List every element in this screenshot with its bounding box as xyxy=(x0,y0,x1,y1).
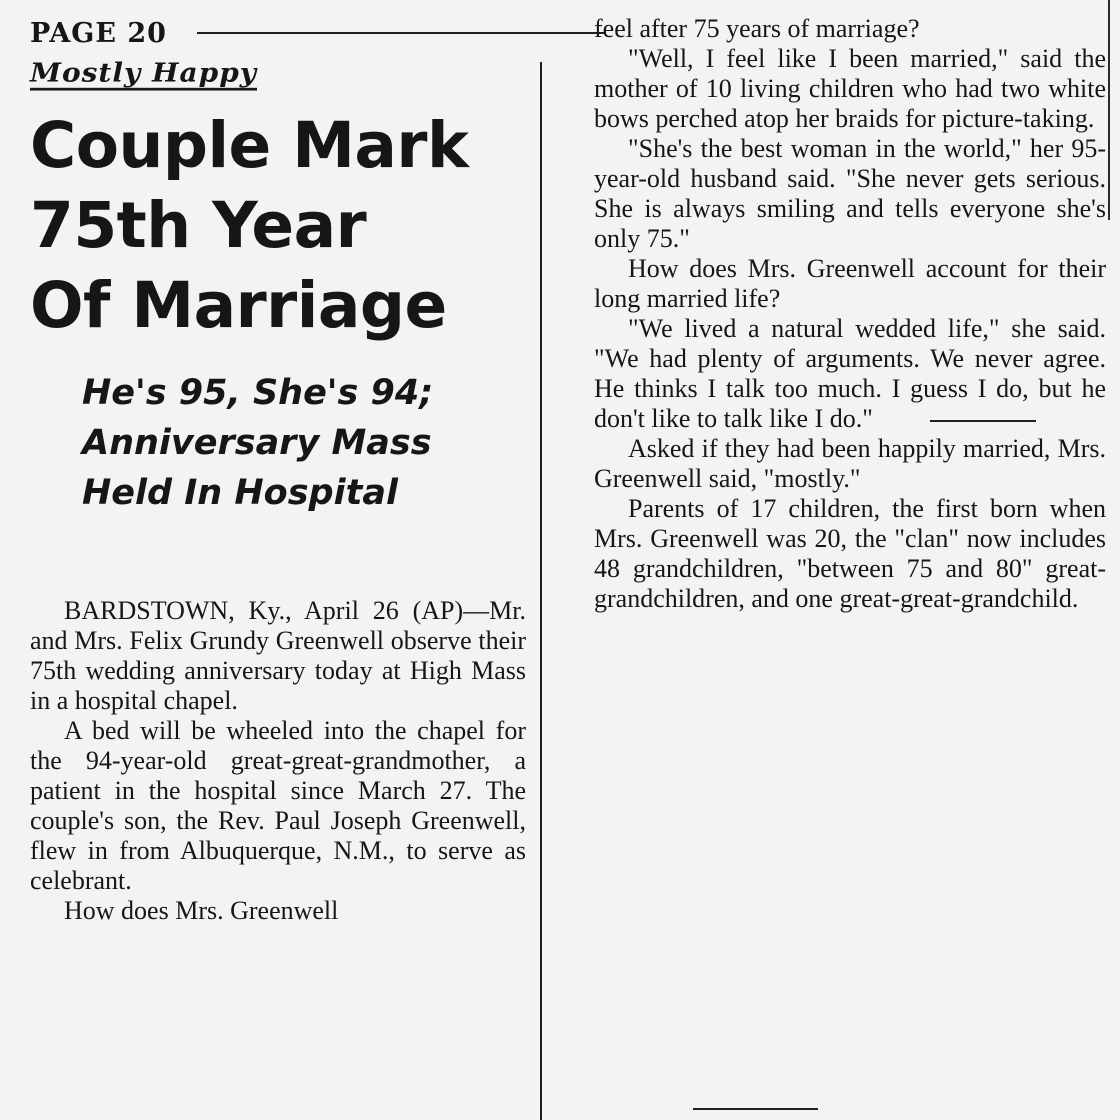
subheadline xyxy=(82,368,545,518)
headline-line: 75th Year xyxy=(30,189,367,262)
right-column xyxy=(594,14,1106,614)
paragraph: Parents of 17 children, the first born when Mrs. Greenwell was 20, the "clan" now includes 48 grandchildren, "between 75 and 80" great-grandchildren, and one great-great-grandchild. xyxy=(594,494,1106,613)
header-rule xyxy=(197,32,605,34)
page-edge-rule xyxy=(1108,0,1110,220)
paragraph: "We lived a natural wedded life," she said. "We had plenty of arguments. We never agree. He thinks I talk too much. I guess I do, but he don't like to talk like I do." xyxy=(594,314,1106,433)
left-body-text xyxy=(30,596,526,926)
paragraph: A bed will be wheeled into the chapel for the 94-year-old great-great-grandmother, a patient in the hospital since March 27. The couple's son, the Rev. Paul Joseph Greenwell, flew in from Albuquerque, N.M., to serve as celebrant. xyxy=(30,716,526,895)
subhead-line: He's 95, She's 94; xyxy=(82,373,434,413)
kicker: Mostly Happy xyxy=(30,57,257,90)
subhead-line: Anniversary Mass xyxy=(82,423,432,463)
end-rule xyxy=(693,1108,818,1110)
headline-line: Couple Mark xyxy=(30,109,469,182)
paragraph: How does Mrs. Greenwell xyxy=(64,896,339,925)
text-underline-rule xyxy=(930,420,1036,422)
page-number: PAGE 20 xyxy=(30,17,167,49)
paragraph: How does Mrs. Greenwell account for their long married life? xyxy=(594,254,1106,313)
paragraph: "She's the best woman in the world," her 95-year-old husband said. "She never gets serious. She is always smiling and tells everyone she's only 75." xyxy=(594,134,1106,253)
paragraph-continued: feel after 75 years of marriage? xyxy=(594,14,920,43)
left-column xyxy=(30,14,545,518)
paragraph: Asked if they had been happily married, Mrs. Greenwell said, "mostly." xyxy=(594,434,1106,493)
paragraph-dateline: BARDSTOWN, Ky., April 26 (AP)—Mr. and Mrs. Felix Grundy Greenwell observe their 75th wedding anniversary today at High Mass in a hospital chapel. xyxy=(30,596,526,715)
paragraph: "Well, I feel like I been married," said the mother of 10 living children who had two white bows perched atop her braids for picture-taking. xyxy=(594,44,1106,133)
subhead-line: Held In Hospital xyxy=(82,473,398,513)
page-header xyxy=(30,14,545,52)
headline xyxy=(30,106,545,346)
headline-line: Of Marriage xyxy=(30,269,447,342)
